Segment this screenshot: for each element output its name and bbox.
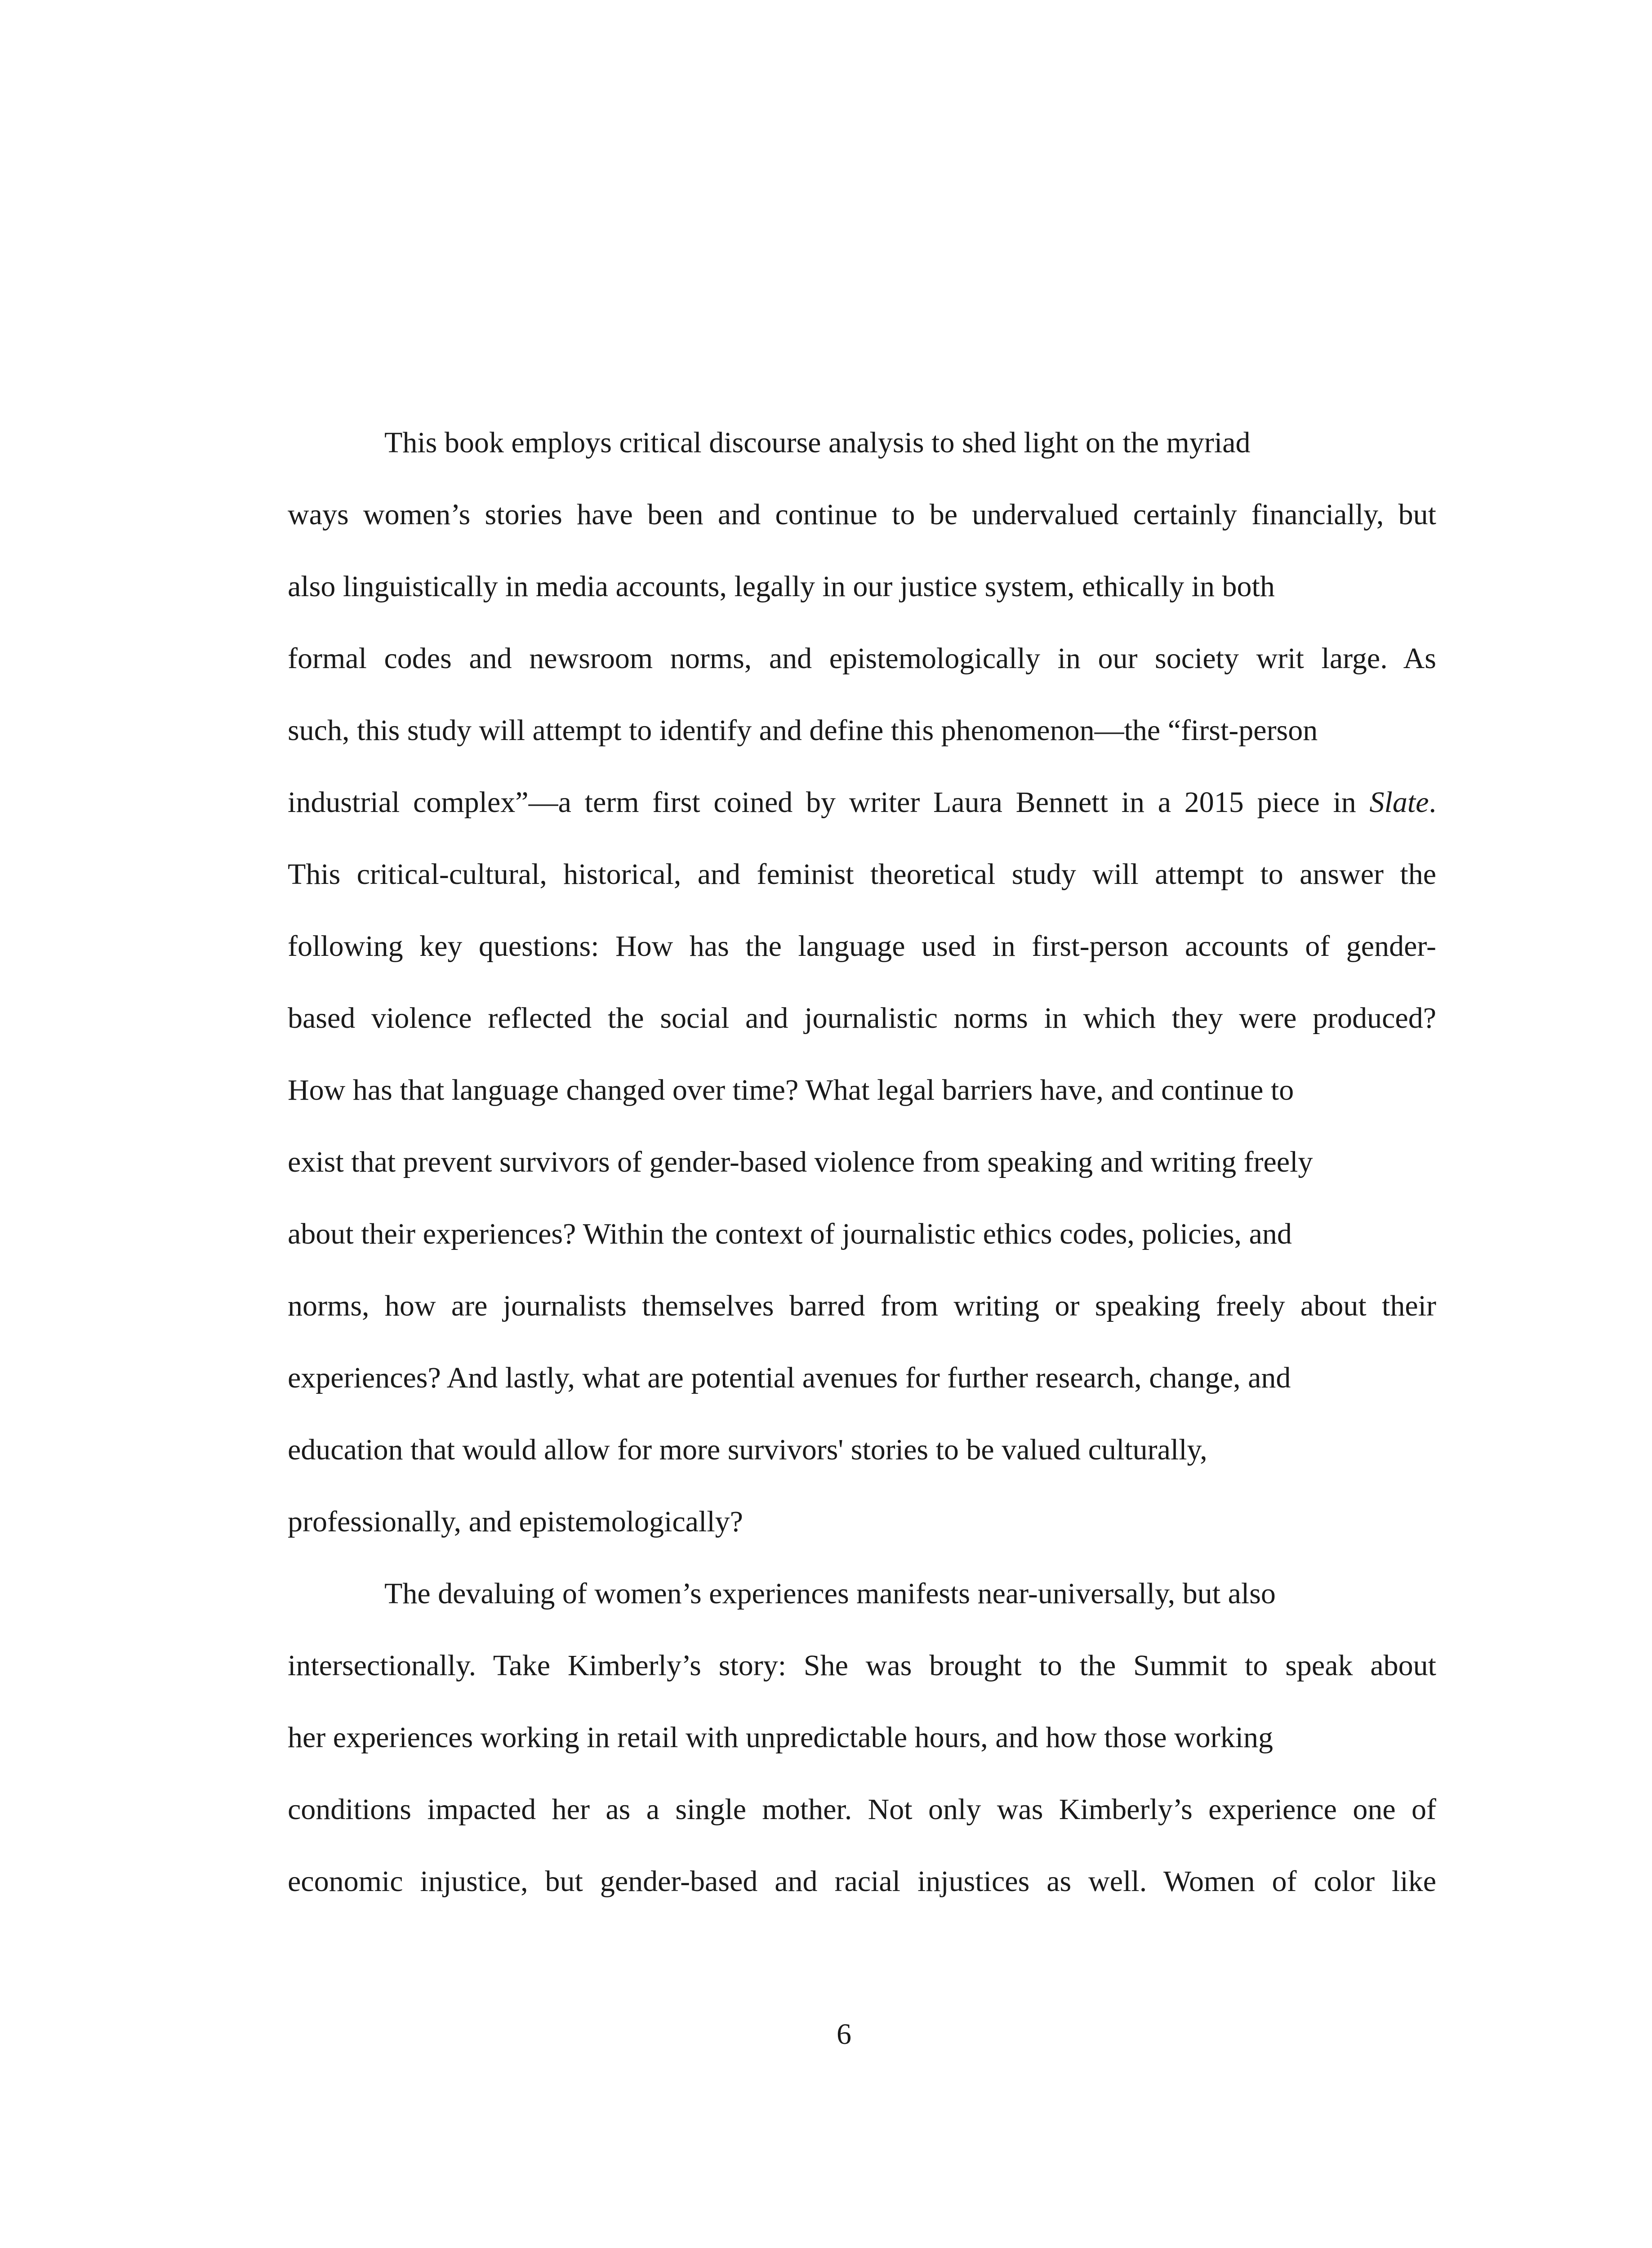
- paragraph-2-line-4: conditions impacted her as a single mother. Not only was Kimberly’s experience one of: [288, 1793, 1436, 1826]
- paragraph-1-line-15: education that would allow for more survivors' stories to be valued culturally,: [288, 1433, 1207, 1466]
- paragraph-1-line-10: How has that language changed over time? What legal barriers have, and continue to: [288, 1074, 1294, 1106]
- paragraph-1-line-4: formal codes and newsroom norms, and epistemologically in our society writ large. As: [288, 642, 1436, 675]
- paragraph-1-line-7: This critical-cultural, historical, and feminist theoretical study will attempt to answer the: [288, 858, 1436, 891]
- line-6-period: .: [1429, 786, 1436, 819]
- paragraph-1-line-16: professionally, and epistemologically?: [288, 1505, 743, 1538]
- paragraph-1-line-5: such, this study will attempt to identify and define this phenomenon—the “first-person: [288, 714, 1318, 747]
- paragraph-1-line-11: exist that prevent survivors of gender-based violence from speaking and writing freely: [288, 1146, 1313, 1178]
- paragraph-1-line-14: experiences? And lastly, what are potential avenues for further research, change, and: [288, 1361, 1291, 1394]
- paragraph-2-line-1: The devaluing of women’s experiences manifests near-universally, but also: [384, 1577, 1276, 1610]
- paragraph-2-line-5: economic injustice, but gender-based and racial injustices as well. Women of color like: [288, 1865, 1436, 1898]
- paragraph-1-line-3: also linguistically in media accounts, legally in our justice system, ethically in both: [288, 570, 1275, 603]
- line-6-text: industrial complex”—a term first coined by writer Laura Bennett in a 2015 piece in: [288, 786, 1370, 819]
- publication-title: Slate: [1369, 786, 1429, 819]
- paragraph-2-line-3: her experiences working in retail with unpredictable hours, and how those working: [288, 1721, 1274, 1754]
- page-number: 6: [837, 2018, 851, 2051]
- paragraph-1-line-8: following key questions: How has the language used in first-person accounts of gender-: [288, 930, 1436, 963]
- paragraph-1-line-1: This book employs critical discourse analysis to shed light on the myriad: [384, 426, 1251, 459]
- paragraph-1-line-6: [288, 785, 1436, 821]
- paragraph-1-line-2: ways women’s stories have been and continue to be undervalued certainly financially, but: [288, 498, 1436, 531]
- paragraph-1-line-13: norms, how are journalists themselves barred from writing or speaking freely about their: [288, 1289, 1436, 1322]
- paragraph-2-line-2: intersectionally. Take Kimberly’s story: She was brought to the Summit to speak about: [288, 1649, 1436, 1682]
- paragraph-1-line-12: about their experiences? Within the context of journalistic ethics codes, policies, and: [288, 1218, 1292, 1250]
- paragraph-1-line-9: based violence reflected the social and journalistic norms in which they were produced?: [288, 1002, 1436, 1035]
